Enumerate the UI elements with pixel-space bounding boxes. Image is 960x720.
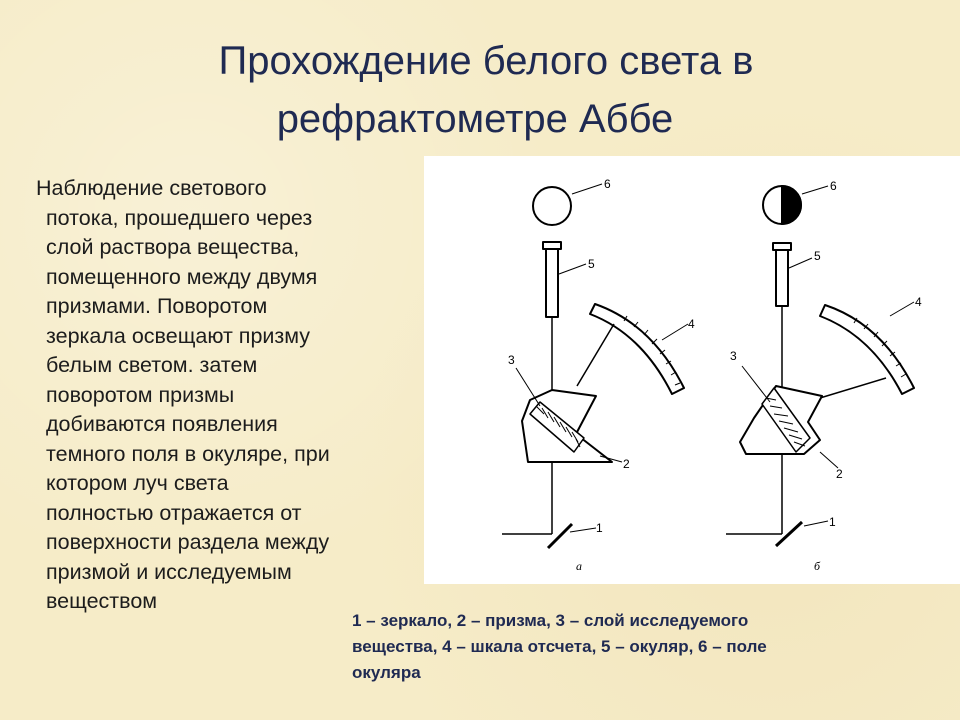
part-label-1: 1	[829, 515, 836, 529]
description-line: темного поля в окуляре, при	[46, 441, 330, 466]
diagram-sublabel: а	[576, 559, 582, 573]
caption-line: окуляра	[352, 663, 421, 682]
scale-arm	[577, 324, 614, 386]
leader-line-6	[572, 184, 602, 194]
description-line: призмой и исследуемым	[46, 559, 292, 584]
description-line: зеркала освещают призму	[46, 323, 311, 348]
description-line: добиваются появления	[46, 412, 278, 436]
part-label-5: 5	[814, 249, 821, 263]
slide-title	[0, 32, 960, 148]
part-label-6: 6	[604, 177, 611, 191]
caption-line: вещества, 4 – шкала отсчета, 5 – окуляр, 6 – поле	[352, 637, 767, 656]
refractometer-figure	[424, 156, 960, 584]
description-line: поверхности раздела между	[46, 530, 330, 554]
leader-line-5	[789, 258, 812, 268]
part-label-4: 4	[688, 317, 695, 331]
eyepiece-tube	[546, 249, 558, 317]
diagram-a	[502, 177, 695, 573]
leader-line-2	[820, 452, 838, 468]
part-label-3: 3	[508, 353, 515, 367]
description-line: котором луч света	[46, 471, 229, 495]
part-label-6: 6	[830, 179, 837, 193]
leader-line-6	[802, 186, 828, 194]
leader-line-3	[742, 366, 770, 402]
description-line: помещенного между двумя	[46, 264, 318, 289]
description-line: поворотом призмы	[46, 382, 235, 407]
part-label-4: 4	[915, 295, 922, 309]
reading-scale	[820, 305, 914, 394]
reading-scale	[590, 304, 684, 394]
diagram-sublabel: б	[814, 559, 821, 573]
eyepiece-tube	[776, 250, 788, 306]
eyepiece-cap	[543, 242, 561, 249]
description-line: призмами. Поворотом	[46, 294, 268, 318]
leader-line-4	[662, 324, 688, 340]
diagram-b	[726, 179, 922, 573]
scale-arm	[820, 378, 886, 398]
slide-title-line: рефрактометре Аббе	[276, 97, 674, 141]
part-label-2: 2	[623, 457, 630, 471]
part-label-5: 5	[588, 257, 595, 271]
part-label-2: 2	[836, 467, 843, 481]
leader-line-5	[559, 264, 586, 274]
description-text	[30, 174, 422, 617]
description-line: веществом	[46, 589, 158, 613]
eyepiece-field-light	[533, 187, 571, 225]
eyepiece-cap	[773, 243, 791, 250]
description-line: потока, прошедшего через	[46, 205, 313, 230]
description-line: полностью отражается от	[46, 500, 302, 525]
slide-title-line: Прохождение белого света в	[218, 39, 754, 83]
caption-line: 1 – зеркало, 2 – призма, 3 – слой исследуемого	[352, 611, 749, 630]
part-label-3: 3	[730, 349, 737, 363]
description-line: слой раствора вещества,	[46, 235, 300, 259]
description-line: белым светом. затем	[46, 353, 258, 377]
figure-caption	[352, 608, 892, 686]
part-label-1: 1	[596, 521, 603, 535]
leader-line-1	[570, 528, 596, 532]
leader-line-1	[804, 521, 828, 526]
description-line: Наблюдение светового	[36, 176, 267, 200]
leader-line-4	[890, 302, 914, 316]
leader-line-3	[516, 368, 540, 406]
refractometer-diagrams-svg	[424, 156, 960, 584]
eyepiece-field-dark-half	[782, 186, 801, 224]
